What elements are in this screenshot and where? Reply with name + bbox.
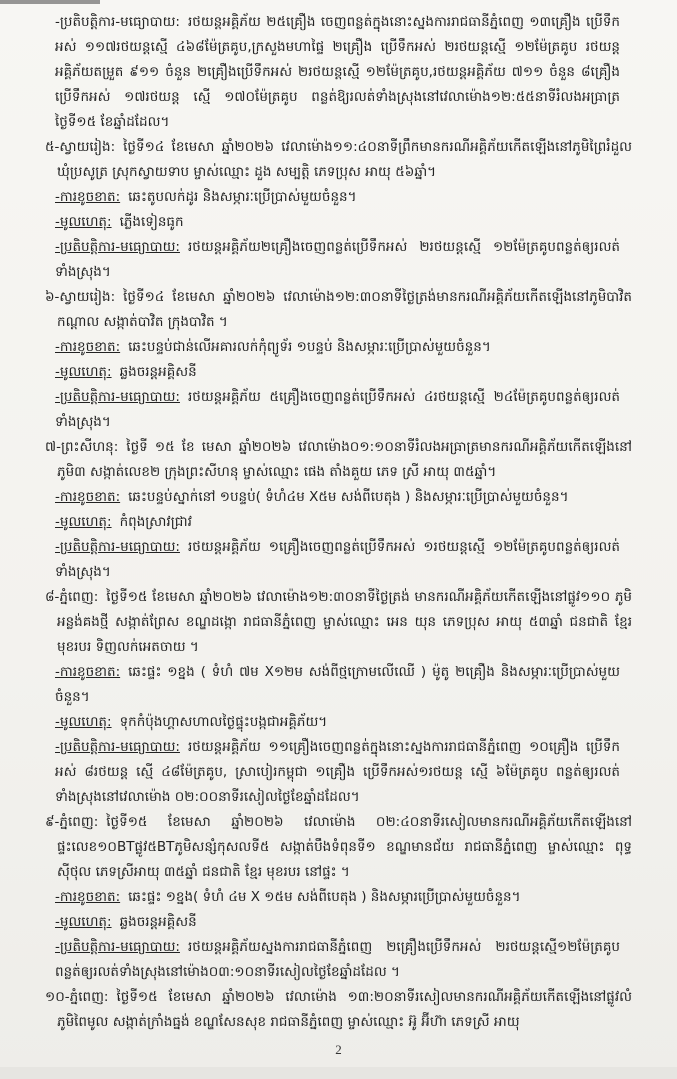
entry-text: ឆេះបន្ទប់ជាន់លើអគារលក់កុំព្យូទ័រ ១បន្ទប់ និងសម្ភារៈប្រើប្រាស់មួយចំនួន។ — [128, 339, 491, 355]
entry-text: ឆេះតូបលក់ដូរ និងសម្ភារៈប្រើប្រាស់មួយចំនួន។ — [128, 189, 357, 205]
incident-detail — [55, 210, 620, 235]
entry-label: ៥-ស្វាយរៀង: — [45, 139, 116, 155]
page-number: 2 — [335, 1042, 342, 1057]
incident-entry-heading — [45, 585, 632, 660]
incident-detail — [55, 335, 620, 360]
entry-label: -ប្រតិបត្តិការ-មធ្យោបាយ: — [55, 939, 180, 955]
entry-text: ថ្ងៃទី១៥ ខែមេសា ឆ្នាំ២០២៦ វេលាម៉ោង ០២:៤០នាទីរសៀលមានករណីអគ្គិភ័យកើតឡើងនៅផ្ទះលេខ១០BTផ្លូវ៥BTភូមិសន្សំកុសលទី៥ សង្កាត់បឹងទំពុនទី១ ខណ្ឌមានជ័យ រាជធានីភ្នំពេញ ម្ចាស់ឈ្មោះ ពុទ្ធ ស៊ីថុល ភេទស្រីអាយុ ៣៥ឆ្នាំ ជនជាតិ ខ្មែរ មុខរបរ នៅផ្ទះ ។ — [57, 814, 632, 880]
incident-entry-heading — [45, 985, 632, 1035]
entry-label: -ប្រតិបត្តិការ-មធ្យោបាយ: — [55, 539, 180, 555]
entry-label: -មូលហេតុ: — [55, 514, 112, 530]
entry-text: ឆេះផ្ទះ ១ខ្នង ( ទំហំ ៧ម X១២ម សង់ពីថ្មក្រោមលើឈើ ) ម៉ូតូ ២គ្រឿង និងសម្ភារៈប្រើប្រាស់មួយចំនួន។ — [55, 664, 620, 705]
entry-text: រថយន្តអគ្គិភ័យ ២៥គ្រឿង ចេញពន្លត់ក្នុងនោះស្នងការរាជធានីភ្នំពេញ ១៣គ្រឿង ប្រើទឹកអស់ ១១៧រថយន្តស្មើ ៤៦៨ម៉ែត្រគូប,ក្រសួងមហាផ្ទៃ ២គ្រឿង ប្រើទឹកអស់ ២រថយន្តស្មើ ១២ម៉ែត្រគូប រថយន្តអគ្គិភ័យតម្រួត ៩១១ ចំនួន ២គ្រឿងប្រើទឹកអស់ ២រថយន្តស្មើ ១២ម៉ែត្រគូប,រថយន្តអគ្គិភ័យ ៧១១ ចំនួន ៨គ្រឿង ប្រើទឹកអស់ ១៧រថយន្ត ស្មើ ១៧០ម៉ែត្រគូប ពន្លត់ឱ្យរលត់ទាំងស្រុងនៅវេលាម៉ោង១២:៥៥នាទីរំលងអធ្រាត្រថ្ងៃទី១៥ ខែឆ្នាំដដែល។ — [55, 14, 620, 130]
entry-text: ឆ្លងចរន្តអគ្គិសនី — [119, 914, 197, 930]
incident-detail — [55, 735, 620, 810]
entry-label: -មូលហេតុ: — [55, 364, 112, 380]
entry-label: -ការខូចខាត: — [55, 489, 121, 505]
entry-label: -ប្រតិបត្តិការ-មធ្យោបាយ: — [55, 739, 180, 755]
incident-detail — [55, 535, 620, 585]
entry-label: -ប្រតិបត្តិការ-មធ្យោបាយ: — [55, 14, 180, 30]
entry-label: ៦-ស្វាយរៀង: — [45, 289, 116, 305]
entry-label: -ការខូចខាត: — [55, 189, 121, 205]
entry-text: ថ្ងៃទី១៥ ខែមេសា ឆ្នាំ២០២៦ វេលាម៉ោង១២:៣០នាទីថ្ងៃត្រង់ មានករណីអគ្គិភ័យកើតឡើងនៅផ្លូវ១១០ ភូមិអន្លង់គងថ្មី សង្កាត់ព្រែស ខណ្ឌដង្កោ រាជធានីភ្នំពេញ ម្ចាស់ឈ្មោះ អេន យុន ភេទប្រុស អាយុ ៥៣ឆ្នាំ ជនជាតិ ខ្មែរ មុខរបរ ទិញលក់អេតចាយ ។ — [57, 589, 632, 655]
entry-text: ភ្លើងទៀនធូក — [119, 214, 184, 230]
entry-text: ទុកកំប៉ុងហ្គាសហាលថ្ងៃផ្ទុះបង្កជាអគ្គិភ័យ។ — [119, 714, 328, 730]
scan-edge-shadow — [0, 0, 100, 4]
incident-detail — [55, 485, 620, 510]
entry-text: រថយន្តអគ្គិភ័យ ១១គ្រឿងចេញពន្លត់ក្នុងនោះស្នងការរាជធានីភ្នំពេញ ១០គ្រឿង ប្រើទឹកអស់ ៨រថយន្ត ស្មើ ៤៨ម៉ែត្រគូប, ស្រាបៀរកម្ពុជា ១គ្រឿង ប្រើទឹកអស់១រថយន្ត ស្មើ ៦ម៉ែត្រគូប ពន្លត់ឲ្យរលត់ទាំងស្រុងនៅវេលាម៉ោង ០២:០០នាទីរសៀលថ្ងៃខែឆ្នាំដដែល។ — [55, 739, 620, 805]
entry-label: ៩-ភ្នំពេញ: — [45, 814, 99, 830]
entry-text: ថ្ងៃទី ១៥ ខែ មេសា ឆ្នាំ២០២៦ វេលាម៉ោង០១:១០នាទីរំលងអធ្រាត្រមានករណីអគ្គិភ័យកើតឡើងនៅភូមិ៣ សង្កាត់លេខ២ ក្រុងព្រះសីហនុ ម្ចាស់ឈ្មោះ ផេង តាំងគួយ ភេទ ស្រី អាយុ ៣៥ឆ្នាំ។ — [57, 439, 632, 480]
entry-label: -ការខូចខាត: — [55, 664, 121, 680]
entry-label: -មូលហេតុ: — [55, 714, 112, 730]
incident-detail — [55, 710, 620, 735]
incident-detail — [55, 385, 620, 435]
scan-bottom-edge — [0, 1067, 677, 1079]
incident-detail — [55, 510, 620, 535]
entry-text: កំពុងស្រាវជ្រាវ — [119, 514, 192, 530]
incident-detail — [55, 885, 620, 910]
incident-detail — [55, 10, 620, 135]
entry-text: រថយន្តអគ្គិភ័យ២គ្រឿងចេញពន្លត់ប្រើទឹកអស់ ២រថយន្តស្មើ ១២ម៉ែត្រគូបពន្លត់ឲ្យរលត់ទាំងស្រុង។ — [55, 239, 620, 280]
incident-detail — [55, 910, 620, 935]
entry-label: ៨-ភ្នំពេញ: — [45, 589, 99, 605]
entry-label: -មូលហេតុ: — [55, 914, 112, 930]
entry-text: ឆេះផ្ទះ ១ខ្នង( ទំហំ ៤ម X ១៥ម សង់ពីបេតុង ) និងសម្ភារប្រើប្រាស់មួយចំនួន។ — [128, 889, 521, 905]
entry-label: -ការខូចខាត: — [55, 889, 121, 905]
incident-detail — [55, 360, 620, 385]
entry-text: ថ្ងៃទី១៤ ខែមេសា ឆ្នាំ២០២៦ វេលាម៉ោង១២:៣០នាទីថ្ងៃត្រង់មានករណីអគ្គិភ័យកើតឡើងនៅភូមិបាវិតកណ្តាល សង្កាត់បាវិត ក្រុងបាវិត ។ — [57, 289, 632, 330]
incident-detail — [55, 185, 620, 210]
entry-text: រថយន្តអគ្គិភ័យ ១គ្រឿងចេញពន្លត់ប្រើទឹកអស់ ១រថយន្តស្មើ ១២ម៉ែត្រគូបពន្លត់ឲ្យរលត់ទាំងស្រុង។ — [55, 539, 620, 580]
entry-text: ឆេះបន្ទប់ស្នាក់នៅ ១បន្ទប់( ទំហំ៤ម X៥ម សង់ពីបេតុង ) និងសម្ភារៈប្រើប្រាស់មួយចំនួន។ — [128, 489, 569, 505]
incident-detail — [55, 660, 620, 710]
incident-detail — [55, 935, 620, 985]
entry-text: ថ្ងៃទី១៤ ខែមេសា ឆ្នាំ២០២៦ វេលាម៉ោង១១:៤០នាទីព្រឹកមានករណីអគ្គិភ័យកើតឡើងនៅភូមិព្រៃរំដួល ឃុំប្រសូត្រ ស្រុកស្វាយទាប ម្ចាស់ឈ្មោះ ដួង សម្បត្តិ ភេទប្រុស អាយុ ៥៦ឆ្នាំ។ — [57, 139, 632, 180]
incident-detail — [55, 235, 620, 285]
entry-text: រថយន្តអគ្គិភ័យ ៥គ្រឿងចេញពន្លត់ប្រើទឹកអស់ ៤រថយន្តស្មើ ២៤ម៉ែត្រគូបពន្លត់ឲ្យរលត់ទាំងស្រុង។ — [55, 389, 620, 430]
entry-text: ថ្ងៃទី១៥ ខែមេសា ឆ្នាំ២០២៦ វេលាម៉ោង ១៣:២០នាទីរសៀលមានករណីអគ្គិភ័យកើតឡើងនៅផ្លូវលំ ភូមិពៃមូល សង្កាត់ក្រាំងធ្នង់ ខណ្ឌសែនសុខ រាជធានីភ្នំពេញ ម្ចាស់ឈ្មោះ អ៊ូ អ៊ីហ៊ា ភេទស្រី អាយុ — [57, 989, 632, 1030]
entry-label: ១០-ភ្នំពេញ: — [45, 989, 109, 1005]
entry-label: -ការខូចខាត: — [55, 339, 121, 355]
entry-label: ៧-ព្រះសីហនុ: — [45, 439, 119, 455]
entry-label: -មូលហេតុ: — [55, 214, 112, 230]
entry-label: -ប្រតិបត្តិការ-មធ្យោបាយ: — [55, 239, 180, 255]
entry-text: ឆ្លងចរន្តអគ្គិសនី — [119, 364, 197, 380]
incident-entry-heading — [45, 285, 632, 335]
incident-entry-heading — [45, 810, 632, 885]
incident-entry-heading — [45, 135, 632, 185]
entry-label: -ប្រតិបត្តិការ-មធ្យោបាយ: — [55, 389, 180, 405]
entry-text: រថយន្តអគ្គិភ័យស្នងការរាជធានីភ្នំពេញ ២គ្រឿងប្រើទឹកអស់ ២រថយន្តស្មើ១២ម៉ែត្រគូប ពន្លត់ឲ្យរលត់ទាំងស្រុងនៅម៉ោង០៣:១០នាទីរសៀលថ្ងៃខែឆ្នាំដដែល ។ — [55, 939, 620, 980]
incident-entry-heading — [45, 435, 632, 485]
